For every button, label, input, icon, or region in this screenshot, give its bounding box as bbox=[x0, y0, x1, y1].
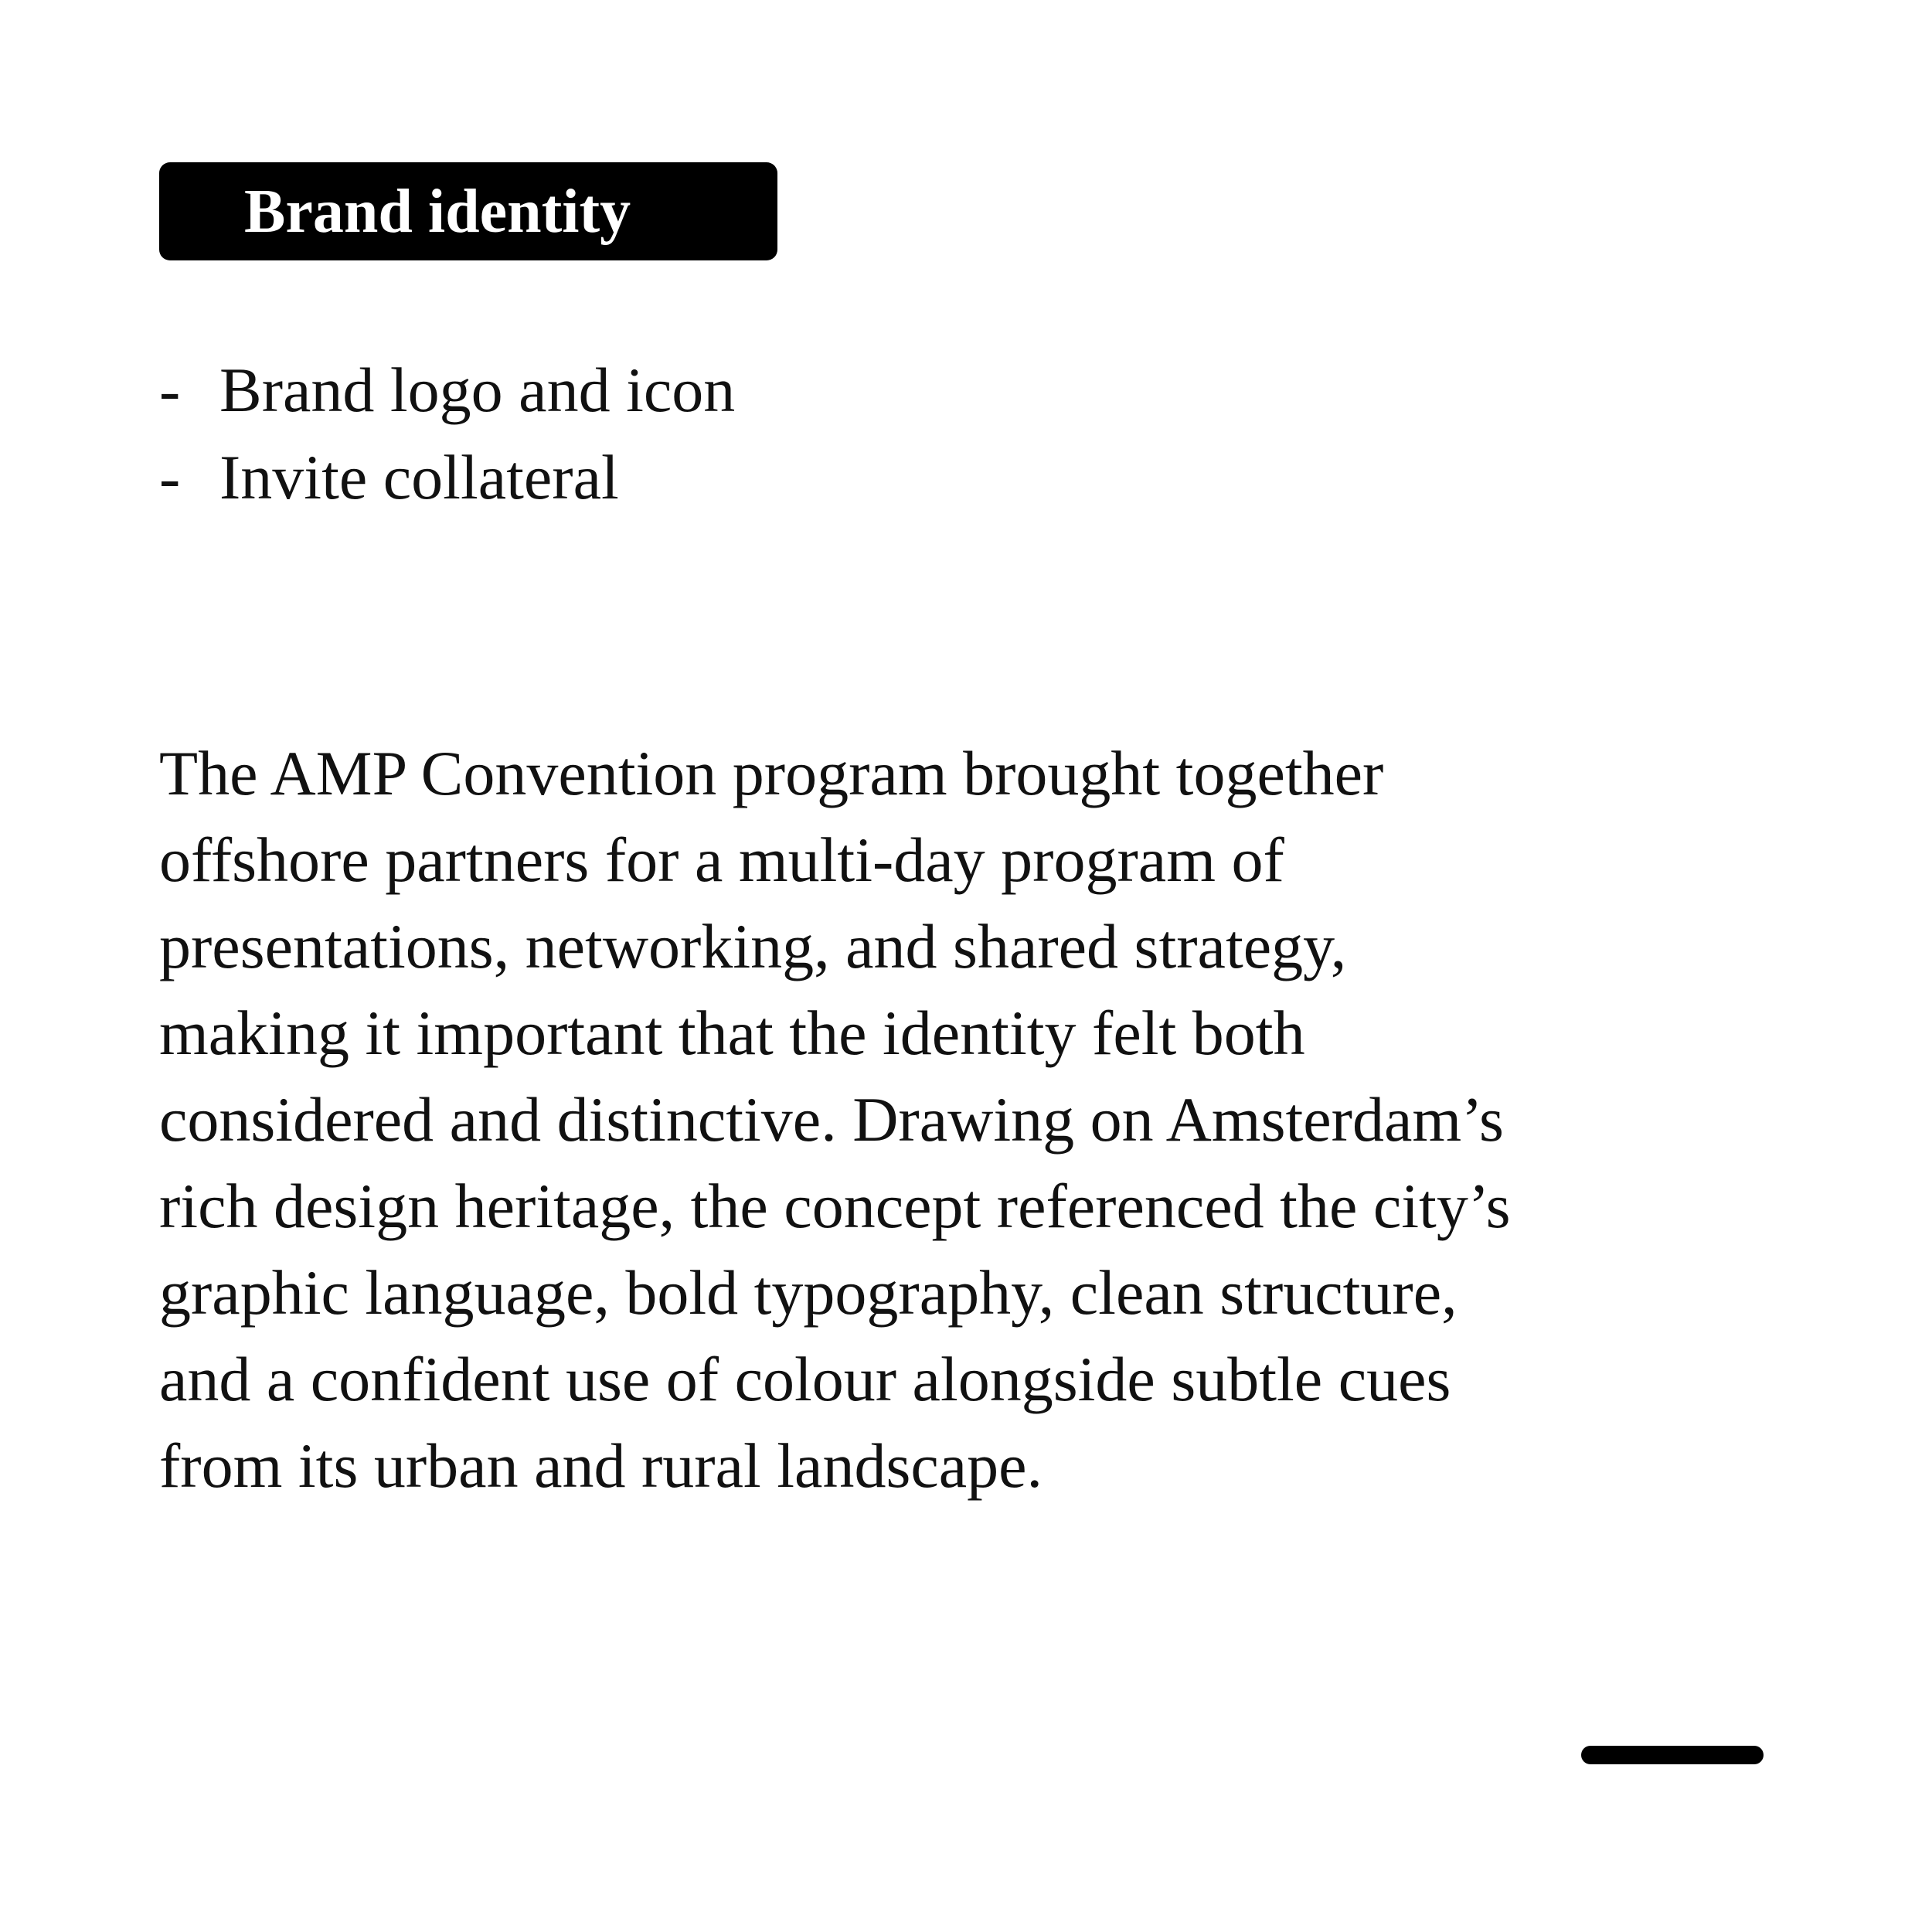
deliverables-list bbox=[159, 346, 735, 521]
description-line: presentations, networking, and shared strategy, bbox=[159, 911, 1347, 981]
decorative-rule bbox=[1581, 1746, 1764, 1764]
list-item bbox=[159, 434, 735, 521]
category-tag bbox=[159, 162, 777, 260]
list-bullet: - bbox=[159, 355, 181, 425]
description-line: considered and distinctive. Drawing on Amsterdam’s bbox=[159, 1084, 1504, 1155]
list-item-text: Invite collateral bbox=[219, 442, 619, 512]
list-bullet: - bbox=[159, 442, 181, 512]
description-line: rich design heritage, the concept referenced the city’s bbox=[159, 1171, 1511, 1241]
description-line: The AMP Convention program brought together bbox=[159, 738, 1384, 808]
description-line: from its urban and rural landscape. bbox=[159, 1430, 1043, 1501]
description-line: and a confident use of colour alongside subtle cues bbox=[159, 1344, 1451, 1414]
description-line: making it important that the identity felt both bbox=[159, 998, 1305, 1068]
list-item-text: Brand logo and icon bbox=[219, 355, 736, 425]
description-line: offshore partners for a multi-day program of bbox=[159, 825, 1284, 895]
project-description bbox=[159, 730, 1813, 1509]
list-item bbox=[159, 346, 735, 434]
description-line: graphic language, bold typography, clean structure, bbox=[159, 1257, 1458, 1328]
category-tag-label: Brand identity bbox=[244, 177, 631, 246]
